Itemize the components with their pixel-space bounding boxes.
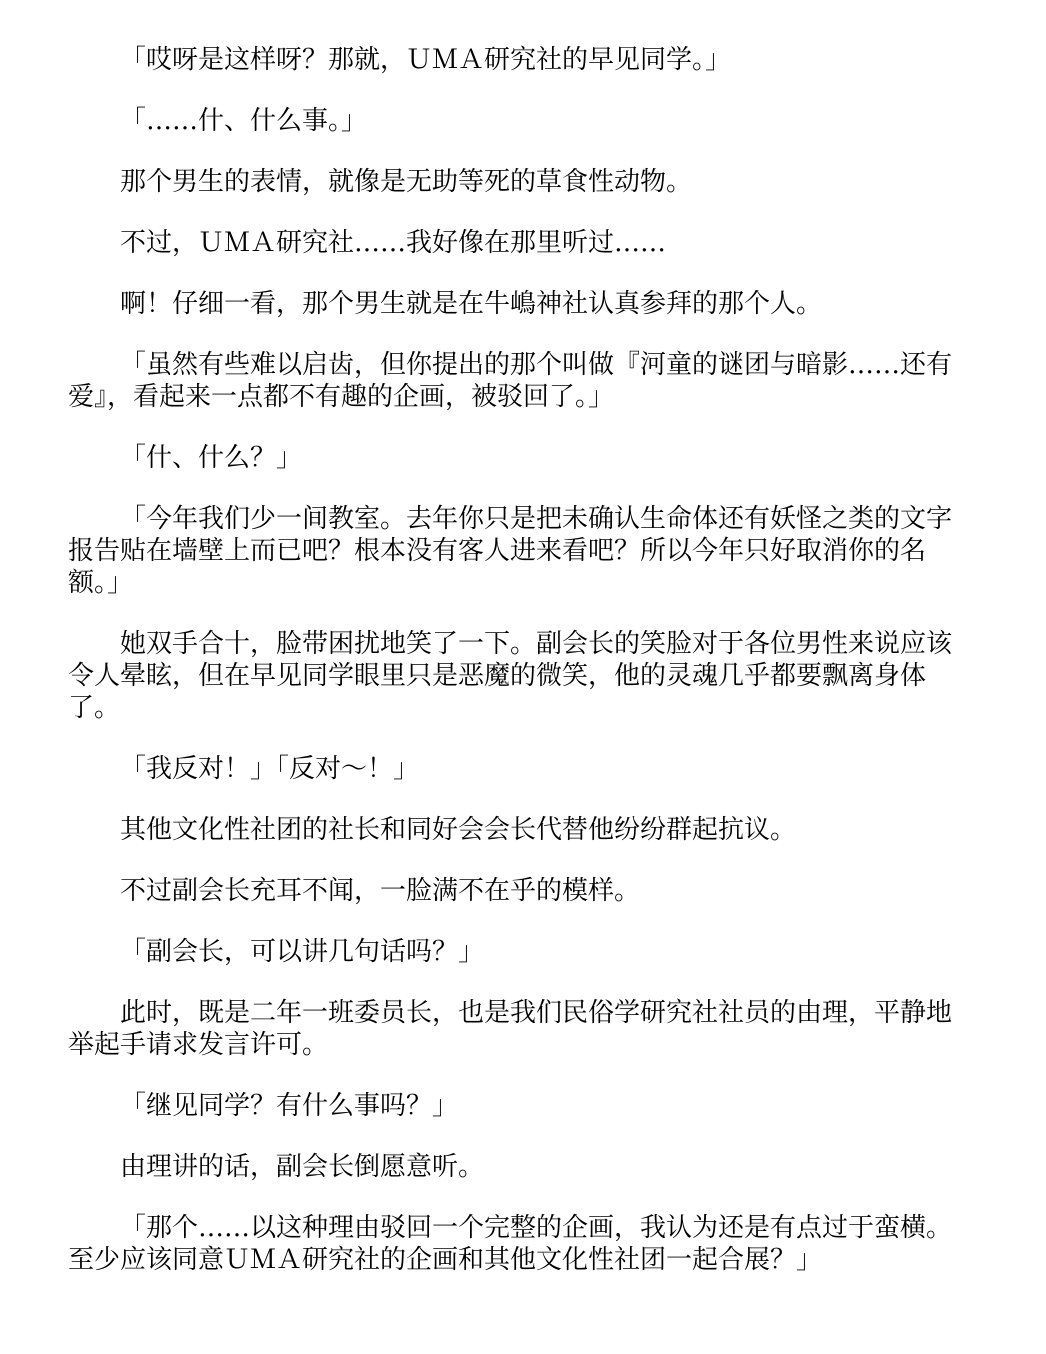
paragraph: 「……什、什么事。」 [120,106,368,136]
paragraph: 其他文化性社团的社长和同好会会长代替他纷纷群起抗议。 [120,815,797,845]
paragraph: 「哎呀是这样呀？那就，ＵＭＡ研究社的早见同学。」 [120,45,732,75]
paragraph: 此时，既是二年一班委员长，也是我们民俗学研究社社员的由理，平静地举起手请求发言许可。 [68,998,953,1060]
paragraph: 「副会长，可以讲几句话吗？」 [120,937,485,967]
paragraph: 不过，ＵＭＡ研究社……我好像在那里听过…… [120,228,667,258]
paragraph: 「今年我们少一间教室。去年你只是把未确认生命体还有妖怪之类的文字报告贴在墙壁上而已吧？根本没有客人进来看吧？所以今年只好取消你的名额。」 [68,504,953,598]
paragraph: 「什、什么？」 [120,443,303,473]
paragraph: 不过副会长充耳不闻，一脸满不在乎的模样。 [120,876,641,906]
paragraph: 那个男生的表情，就像是无助等死的草食性动物。 [120,167,693,197]
paragraph: 由理讲的话，副会长倒愿意听。 [120,1152,485,1182]
paragraph: 「继见同学？有什么事吗？」 [120,1091,459,1121]
paragraph: 「虽然有些难以启齿，但你提出的那个叫做『河童的谜团与暗影……还有爱』，看起来一点都不有趣的企画，被驳回了。」 [68,350,953,412]
paragraph: 她双手合十，脸带困扰地笑了一下。副会长的笑脸对于各位男性来说应该令人晕眩，但在早见同学眼里只是恶魔的微笑，他的灵魂几乎都要飘离身体了。 [68,629,953,723]
paragraph: 「我反对！」「反对～！」 [120,754,420,784]
paragraph: 啊！仔细一看，那个男生就是在牛嶋神社认真参拜的那个人。 [120,289,823,319]
paragraph: 「那个……以这种理由驳回一个完整的企画，我认为还是有点过于蛮横。至少应该同意ＵＭＡ研究社的企画和其他文化性社团一起合展？」 [68,1213,953,1275]
